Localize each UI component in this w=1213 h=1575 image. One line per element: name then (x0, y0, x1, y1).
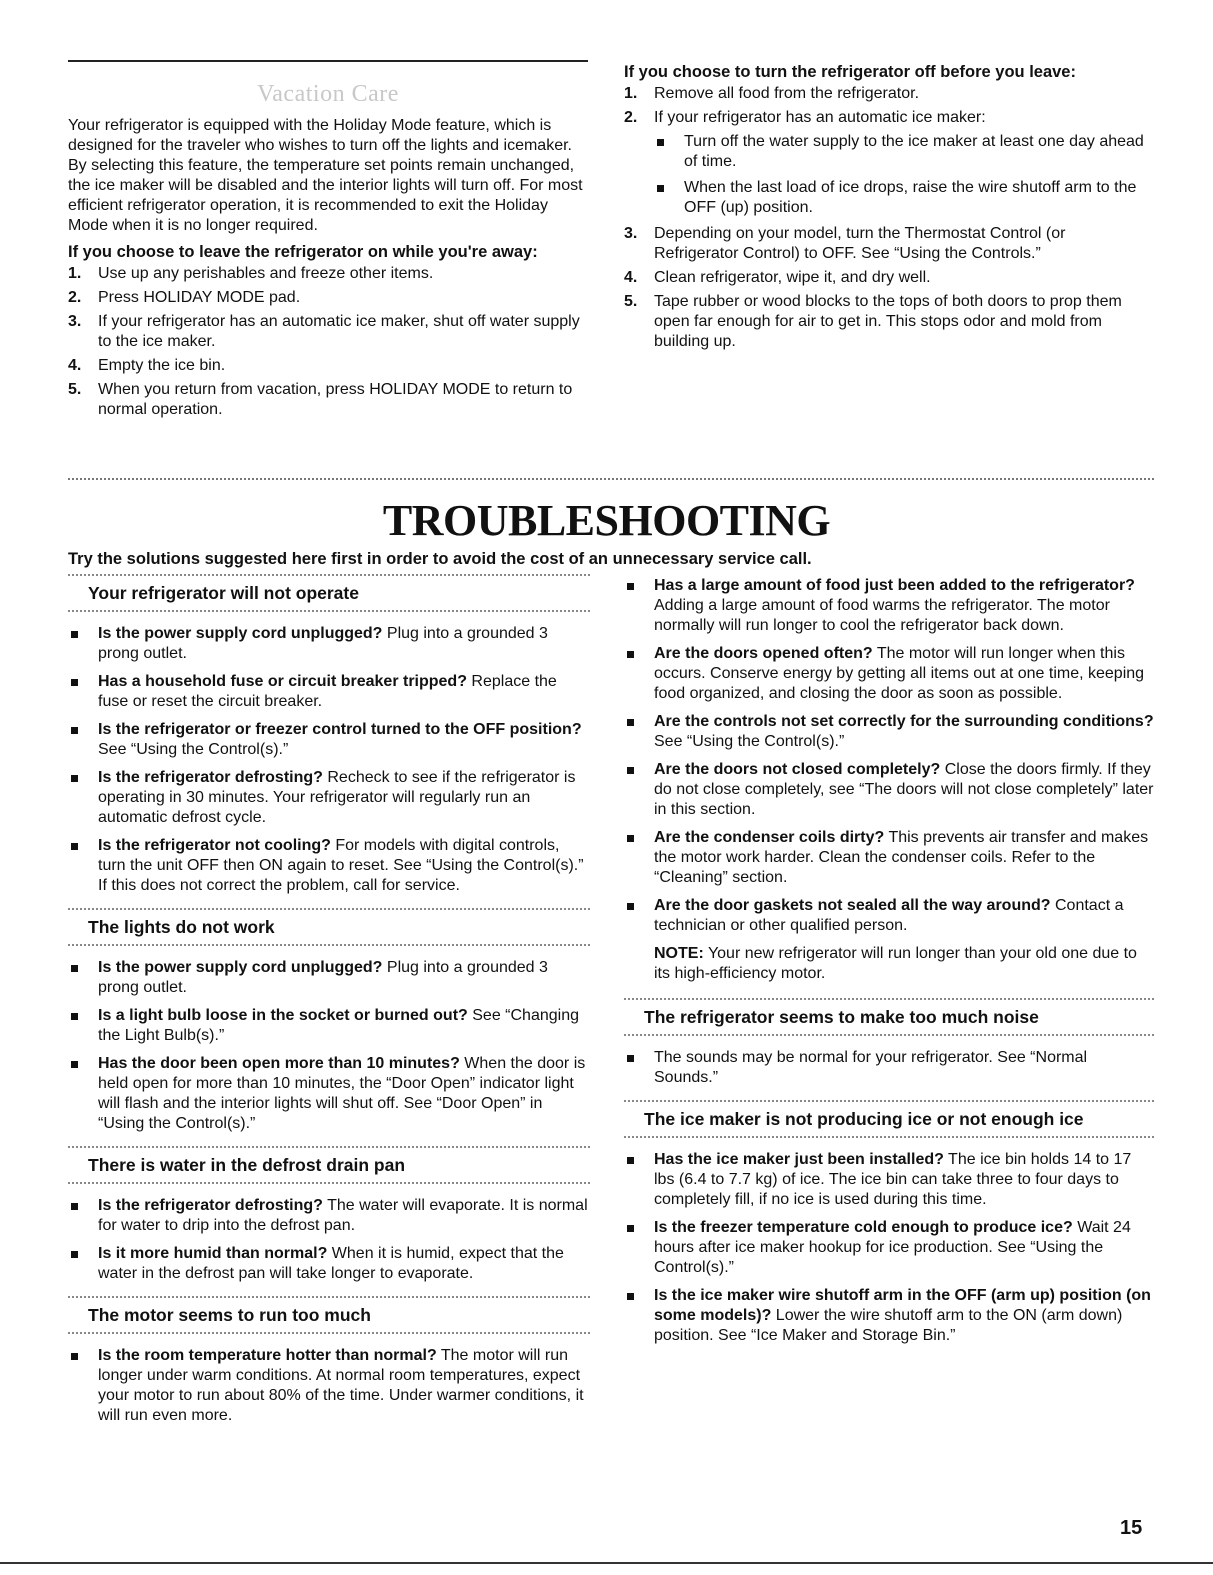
top-rule (68, 60, 588, 62)
solution-item: Is the power supply cord unplugged? Plug into a grounded 3 prong outlet. (68, 624, 590, 664)
solution-item: Is the power supply cord unplugged? Plug into a grounded 3 prong outlet. (68, 958, 590, 998)
solution-item: Are the doors not closed completely? Close the doors firmly. If they do not close completely, see “The doors will not close completely” later in this section. (624, 760, 1154, 820)
solution-item: Is the refrigerator or freezer control turned to the OFF position? See “Using the Control(s).” (68, 720, 590, 760)
step: 2. Press HOLIDAY MODE pad. (68, 289, 301, 306)
solutions-list (68, 1346, 590, 1426)
troubleshooting-right-column (624, 572, 1154, 1358)
solution-item: Is the refrigerator defrosting? Recheck to see if the refrigerator is operating in 30 minutes. Your refrigerator will regularly run an automatic defrost cycle. (68, 768, 590, 828)
step: 2. If your refrigerator has an automatic ice maker: Turn off the water supply to the ice maker at least one day ahead of time. When the last load of ice drops, raise the wire shutoff arm to the OFF (up) position. (624, 108, 1154, 218)
step: 3. Depending on your model, turn the Thermostat Control (or Refrigerator Control) to OFF. See “Using the Controls.” (624, 225, 1066, 262)
section-heading: There is water in the defrost drain pan (88, 1155, 406, 1175)
solution-item: Is the refrigerator defrosting? The water will evaporate. It is normal for water to drip into the defrost pan. (68, 1196, 590, 1236)
solution-item: The sounds may be normal for your refrigerator. See “Normal Sounds.” (624, 1048, 1154, 1088)
section-heading: The ice maker is not producing ice or not enough ice (644, 1109, 1084, 1129)
vacation-care-section (68, 60, 588, 424)
step: 5. When you return from vacation, press HOLIDAY MODE to return to normal operation. (68, 381, 573, 418)
dotted-rule (68, 610, 590, 612)
solution-item: Are the condenser coils dirty? This prevents air transfer and makes the motor work harder. Clean the condenser coils. Refer to the “Cleaning” section. (624, 828, 1154, 888)
section-lights (68, 908, 590, 1134)
step: 5. Tape rubber or wood blocks to the tops of both doors to prop them open far enough for air to get in. This stops odor and mold from building up. (624, 293, 1122, 350)
step: 4. Empty the ice bin. (68, 357, 226, 374)
section-ice-maker (624, 1100, 1154, 1346)
dotted-rule (68, 1182, 590, 1184)
section-noise (624, 998, 1154, 1088)
dotted-rule (624, 1034, 1154, 1036)
bottom-rule (0, 1562, 1213, 1564)
leave-on-steps (68, 264, 588, 420)
bullet-item: When the last load of ice drops, raise the wire shutoff arm to the OFF (up) position. (654, 178, 1154, 218)
vacation-care-title: Vacation Care (257, 81, 399, 107)
turn-off-section (624, 62, 1154, 356)
section-will-not-operate (68, 574, 590, 896)
section-heading: The lights do not work (88, 917, 275, 937)
solution-item: Is the ice maker wire shutoff arm in the OFF (arm up) position (on some models)? Lower the wire shutoff arm to the ON (arm down) position. See “Ice Maker and Storage Bin.” (624, 1286, 1154, 1346)
solution-item: Is a light bulb loose in the socket or burned out? See “Changing the Light Bulb(s).” (68, 1006, 590, 1046)
troubleshooting-left-column (68, 574, 590, 1438)
solution-item: Are the doors opened often? The motor will run longer when this occurs. Conserve energy by getting all items out at one time, keeping food organized, and closing the door as soon as possible. (624, 644, 1154, 704)
dotted-rule (68, 1332, 590, 1334)
solutions-list (624, 1150, 1154, 1346)
troubleshooting-intro: Try the solutions suggested here first in order to avoid the cost of an unnecessary service call. (68, 550, 812, 568)
solutions-list (68, 958, 590, 1134)
solution-item: Is the refrigerator not cooling? For models with digital controls, turn the unit OFF then ON again to reset. See “Using the Control(s).” If this does not correct the problem, call for service. (68, 836, 590, 896)
section-heading: The motor seems to run too much (88, 1305, 371, 1325)
step: 1. Use up any perishables and freeze other items. (68, 265, 434, 282)
dotted-rule (624, 1136, 1154, 1138)
solution-item: Is it more humid than normal? When it is humid, expect that the water in the defrost pan will take longer to evaporate. (68, 1244, 590, 1284)
section-defrost-pan (68, 1146, 590, 1284)
solution-item: Has a large amount of food just been added to the refrigerator? Adding a large amount of food warms the refrigerator. The motor normally will run longer to cool the refrigerator back down. (624, 576, 1154, 636)
bullet-item: Turn off the water supply to the ice maker at least one day ahead of time. (654, 132, 1154, 172)
step: 3. If your refrigerator has an automatic ice maker, shut off water supply to the ice maker. (68, 313, 580, 350)
note: NOTE: Your new refrigerator will run longer than your old one due to its high-efficiency motor. (654, 945, 1137, 982)
solution-item: Has the door been open more than 10 minutes? When the door is held open for more than 10 minutes, the “Door Open” indicator light will flash and the interior lights will shut off. See “Door Open” in “Using the Control(s).” (68, 1054, 590, 1134)
troubleshooting-title: TROUBLESHOOTING (382, 496, 831, 545)
section-divider (68, 478, 1154, 480)
step: 4. Clean refrigerator, wipe it, and dry well. (624, 269, 931, 286)
turn-off-heading: If you choose to turn the refrigerator off before you leave: (624, 63, 1076, 81)
solution-item: Is the freezer temperature cold enough to produce ice? Wait 24 hours after ice maker hookup for ice production. See “Using the Control(s).” (624, 1218, 1154, 1278)
solution-item: Is the room temperature hotter than normal? The motor will run longer under warm conditions. At normal room temperatures, expect your motor to run about 80% of the time. Under warmer conditions, it will run even more. (68, 1346, 590, 1426)
turn-off-steps (624, 84, 1154, 352)
solution-item: Has a household fuse or circuit breaker tripped? Replace the fuse or reset the circuit breaker. (68, 672, 590, 712)
solution-item: Has the ice maker just been installed? The ice bin holds 14 to 17 lbs (6.4 to 7.7 kg) of ice. The ice bin can take three to four days to completely fill, if no ice is used during this time. (624, 1150, 1154, 1210)
section-heading: The refrigerator seems to make too much noise (644, 1007, 1039, 1027)
dotted-rule (68, 944, 590, 946)
solution-item: Are the controls not set correctly for the surrounding conditions? See “Using the Control(s).” (624, 712, 1154, 752)
page-number: 15 (1120, 1517, 1143, 1539)
solutions-list (68, 624, 590, 896)
motor-solutions-continued (624, 576, 1154, 936)
solutions-list (68, 1196, 590, 1284)
step: 1. Remove all food from the refrigerator. (624, 85, 920, 102)
section-motor (68, 1296, 590, 1426)
vacation-intro: Your refrigerator is equipped with the Holiday Mode feature, which is designed for the traveler who wishes to turn off the lights and icemaker. By selecting this feature, the temperature set points remain unchanged, the ice maker will be disabled and the interior lights will turn off. For most efficient refrigerator operation, it is recommended to exit the Holiday Mode when it is no longer required. (68, 117, 583, 234)
section-heading: Your refrigerator will not operate (88, 583, 359, 603)
solutions-list (624, 1048, 1154, 1088)
leave-on-heading: If you choose to leave the refrigerator on while you're away: (68, 243, 538, 261)
solution-item: Are the door gaskets not sealed all the way around? Contact a technician or other qualified person. (624, 896, 1154, 936)
ice-maker-bullets (654, 132, 1154, 218)
